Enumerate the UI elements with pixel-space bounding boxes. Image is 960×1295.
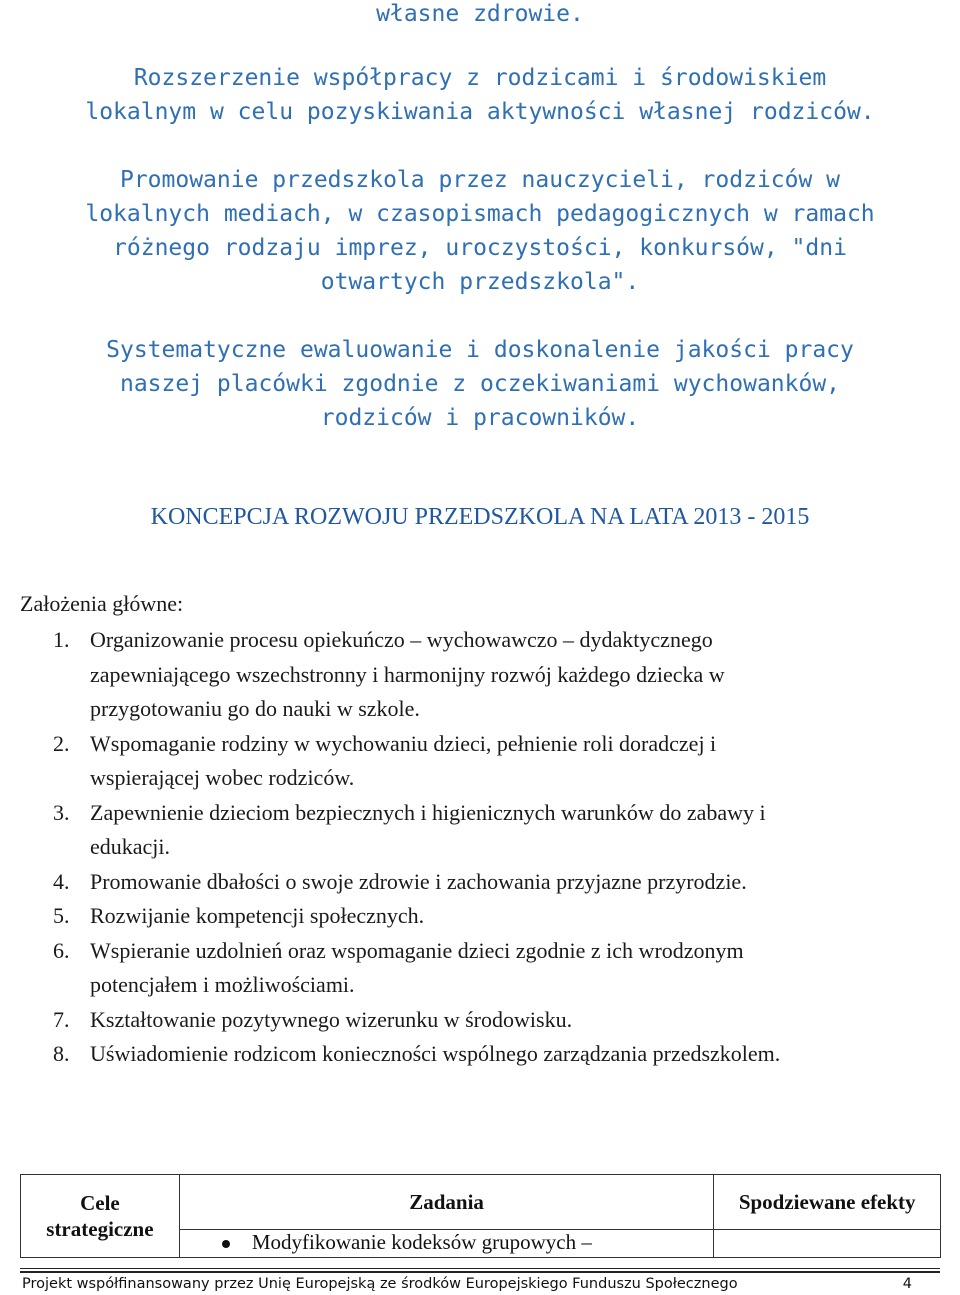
item-line: przygotowaniu go do nauki w szkole. <box>90 696 420 721</box>
item-number: 3. <box>53 799 70 825</box>
intro-line: różnego rodzaju imprez, uroczystości, konkursów, "dni <box>113 235 847 261</box>
effect-cell <box>714 1230 941 1258</box>
intro-line: otwartych przedszkola". <box>320 269 640 295</box>
item-line: Wspomaganie rodziny w wychowaniu dzieci, pełnienie roli doradczej i <box>90 730 717 756</box>
item-number: 2. <box>53 730 70 756</box>
item-line: Promowanie dbałości o swoje zdrowie i zachowania przyjazne przyrodzie. <box>90 868 747 894</box>
intro-line: lokalnym w celu pozyskiwania aktywności własnej rodziców. <box>85 99 875 125</box>
item-line: Rozwijanie kompetencji społecznych. <box>90 903 425 928</box>
intro-paragraph-2 <box>20 61 940 129</box>
item-line: zapewniającego wszechstronny i harmonijny rozwój każdego dziecka w <box>90 661 725 687</box>
header-zadania: Zadania <box>179 1175 714 1230</box>
footer-text: Projekt współfinansowany przez Unię Europejską ze środków Europejskiego Funduszu Społecznego <box>22 1276 738 1292</box>
strategy-table <box>20 1174 941 1258</box>
list-item <box>53 865 933 900</box>
item-line: Uświadomienie rodzicom konieczności wspólnego zarządzania przedszkolem. <box>90 1041 781 1066</box>
list-item <box>53 1003 933 1038</box>
item-line: edukacji. <box>90 834 171 859</box>
footer-divider <box>20 1268 940 1269</box>
intro-line: Rozszerzenie współpracy z rodzicami i środowiskiem <box>133 65 827 91</box>
item-number: 5. <box>53 903 70 928</box>
intro-line: własne zdrowie. <box>376 1 584 27</box>
intro-paragraph-3 <box>20 163 940 299</box>
item-line: Kształtowanie pozytywnego wizerunku w środowisku. <box>90 1006 573 1032</box>
task-text: Modyfikowanie kodeksów grupowych – <box>251 1230 592 1254</box>
item-number: 8. <box>53 1041 70 1066</box>
item-line: Zapewnienie dzieciom bezpiecznych i higienicznych warunków do zabawy i <box>90 799 766 825</box>
table-header-row <box>21 1175 941 1230</box>
item-number: 1. <box>53 627 70 652</box>
item-line: potencjałem i możliwościami. <box>90 972 355 997</box>
item-number: 6. <box>53 937 70 963</box>
list-item <box>53 1037 933 1072</box>
item-line: wspierającej wobec rodziców. <box>90 765 355 790</box>
list-item <box>53 899 933 934</box>
item-line: Wspieranie uzdolnień oraz wspomaganie dzieci zgodnie z ich wrodzonym <box>90 937 744 963</box>
strategy-table-wrapper <box>20 1174 941 1256</box>
section-heading: KONCEPCJA ROZWOJU PRZEDSZKOLA NA LATA 2013 - 2015 <box>150 504 810 530</box>
intro-paragraph-4 <box>20 333 940 435</box>
intro-line: lokalnych mediach, w czasopismach pedagogicznych w ramach <box>85 201 875 227</box>
list-item <box>53 934 933 1003</box>
item-line: Organizowanie procesu opiekuńczo – wychowawczo – dydaktycznego <box>90 627 713 652</box>
intro-line: naszej placówki zgodnie z oczekiwaniami wychowanków, <box>119 371 841 397</box>
task-cell <box>179 1230 714 1258</box>
item-number: 4. <box>53 868 70 894</box>
list-item <box>53 623 933 727</box>
intro-line: Promowanie przedszkola przez nauczycieli, rodziców w <box>119 167 841 193</box>
subheading: Założenia główne: <box>20 591 184 616</box>
list-item <box>53 727 933 796</box>
intro-paragraph-1 <box>20 0 940 31</box>
bullet-icon <box>222 1240 230 1248</box>
goals-list <box>53 623 933 1072</box>
list-item <box>53 796 933 865</box>
header-efekty: Spodziewane efekty <box>714 1175 941 1230</box>
header-cele: Cele strategiczne <box>21 1175 180 1258</box>
intro-line: rodziców i pracowników. <box>320 405 640 431</box>
intro-line: Systematyczne ewaluowanie i doskonalenie jakości pracy <box>106 337 854 363</box>
page-number: 4 <box>902 1276 912 1292</box>
item-number: 7. <box>53 1006 70 1032</box>
